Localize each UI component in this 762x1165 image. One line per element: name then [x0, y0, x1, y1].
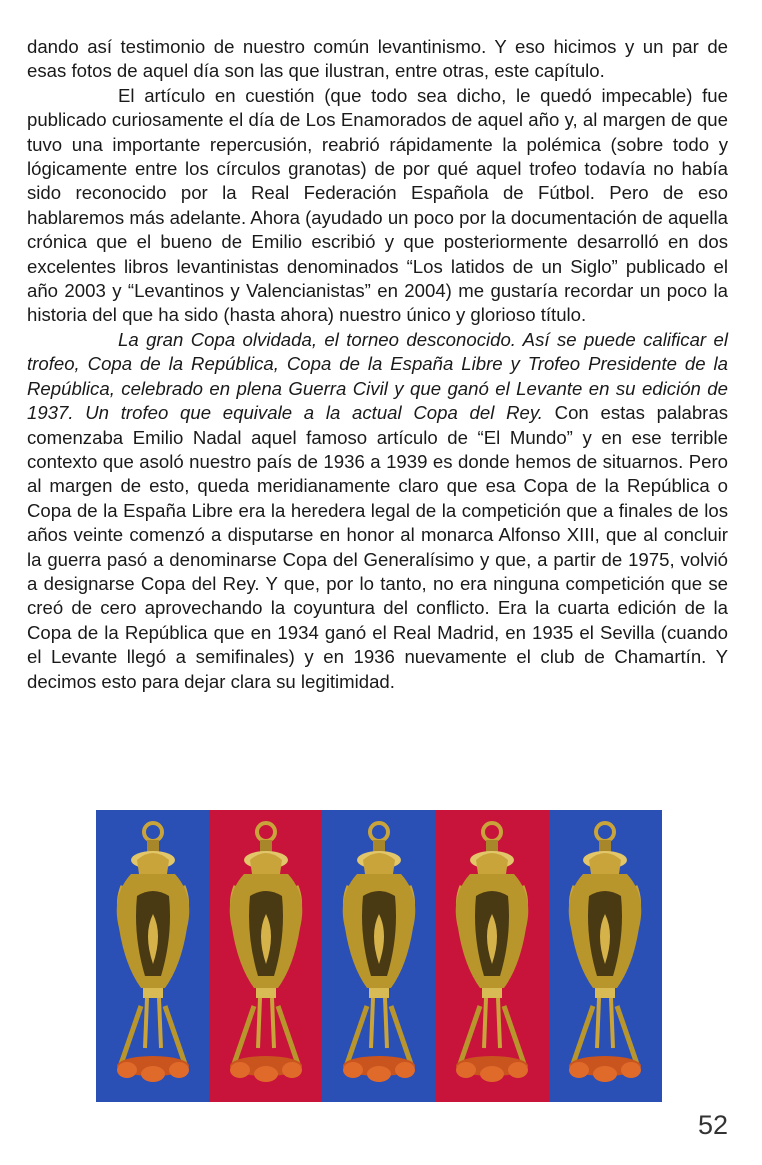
trophy-icon [555, 816, 655, 1096]
panel-blue-2 [322, 810, 435, 1102]
paragraph-3-quote: La gran Copa olvidada, el torneo desconocido. Así se puede calificar el trofeo, Copa de la República, Copa de la España Libre y Trofeo Presidente de la República, celebrado en plena Guerra Civil y que ganó el Levante en su edición de 1937. Un trofeo que equivale a la actual Copa del Rey. [27, 328, 728, 424]
panel-red-1 [209, 810, 322, 1102]
paragraph-3-body: Con estas palabras comenzaba Emilio Nadal aquel famoso artículo de “El Mundo” y en ese terrible contexto que asoló nuestro país de 1936 a 1939 es donde hemos de situarnos. Pero al margen de esto, queda meridianamente claro que esa Copa de la República o Copa de la España Libre era la heredera legal de la competición que a finales de los años veinte comenzó a disputarse en honor al monarca Alfonso XIII, que al concluir la guerra pasó a denominarse Copa del Generalísimo y que, a partir de 1975, volvió a designarse Copa del Rey. Y que, por lo tanto, no era ninguna competición que se creó de cero aprovechando la coyuntura del conflicto. Era la cuarta edición de la Copa de la República que en 1934 ganó el Real Madrid, en 1935 el Sevilla (cuando el Levante llegó a semifinales) y en 1936 nuevamente el club de Chamartín. Y decimos esto para dejar clara su legitimidad. [27, 402, 728, 692]
paragraph-2: El artículo en cuestión (que todo sea dicho, le quedó impecable) fue publicado curiosamente el día de Los Enamorados de aquel año y, al margen de que tuvo una importante repercusión, reabrió rápidamente la polémica (sobre todo y lógicamente entre los círculos granotas) de por qué aquel trofeo todavía no había sido reconocido por la Real Federación Española de Fútbol. Pero de eso hablaremos más adelante. Ahora (ayudado un poco por la documentación de aquella crónica que el bueno de Emilio escribió y que posteriormente desarrolló en dos excelentes libros levantinistas denominados “Los latidos de un Siglo” publicado el año 2003 y “Levantinos y Valencianistas” en 2004) me gustaría recordar un poco la historia del que ha sido (hasta ahora) nuestro único y glorioso título. [27, 84, 728, 326]
trophy-icon [216, 816, 316, 1096]
trophy-icon [442, 816, 542, 1096]
paragraph-3 [27, 328, 728, 694]
panel-blue-3 [549, 810, 662, 1102]
page-number: 52 [697, 1110, 728, 1140]
panel-blue-1 [96, 810, 209, 1102]
trophy-icon [103, 816, 203, 1096]
panel-red-2 [436, 810, 549, 1102]
paragraph-1: dando así testimonio de nuestro común levantinismo. Y eso hicimos y un par de esas fotos de aquel día son las que ilustran, entre otras, este capítulo. [27, 36, 728, 82]
body-text [27, 35, 728, 694]
trophy-figure [96, 810, 662, 1102]
trophy-icon [329, 816, 429, 1096]
